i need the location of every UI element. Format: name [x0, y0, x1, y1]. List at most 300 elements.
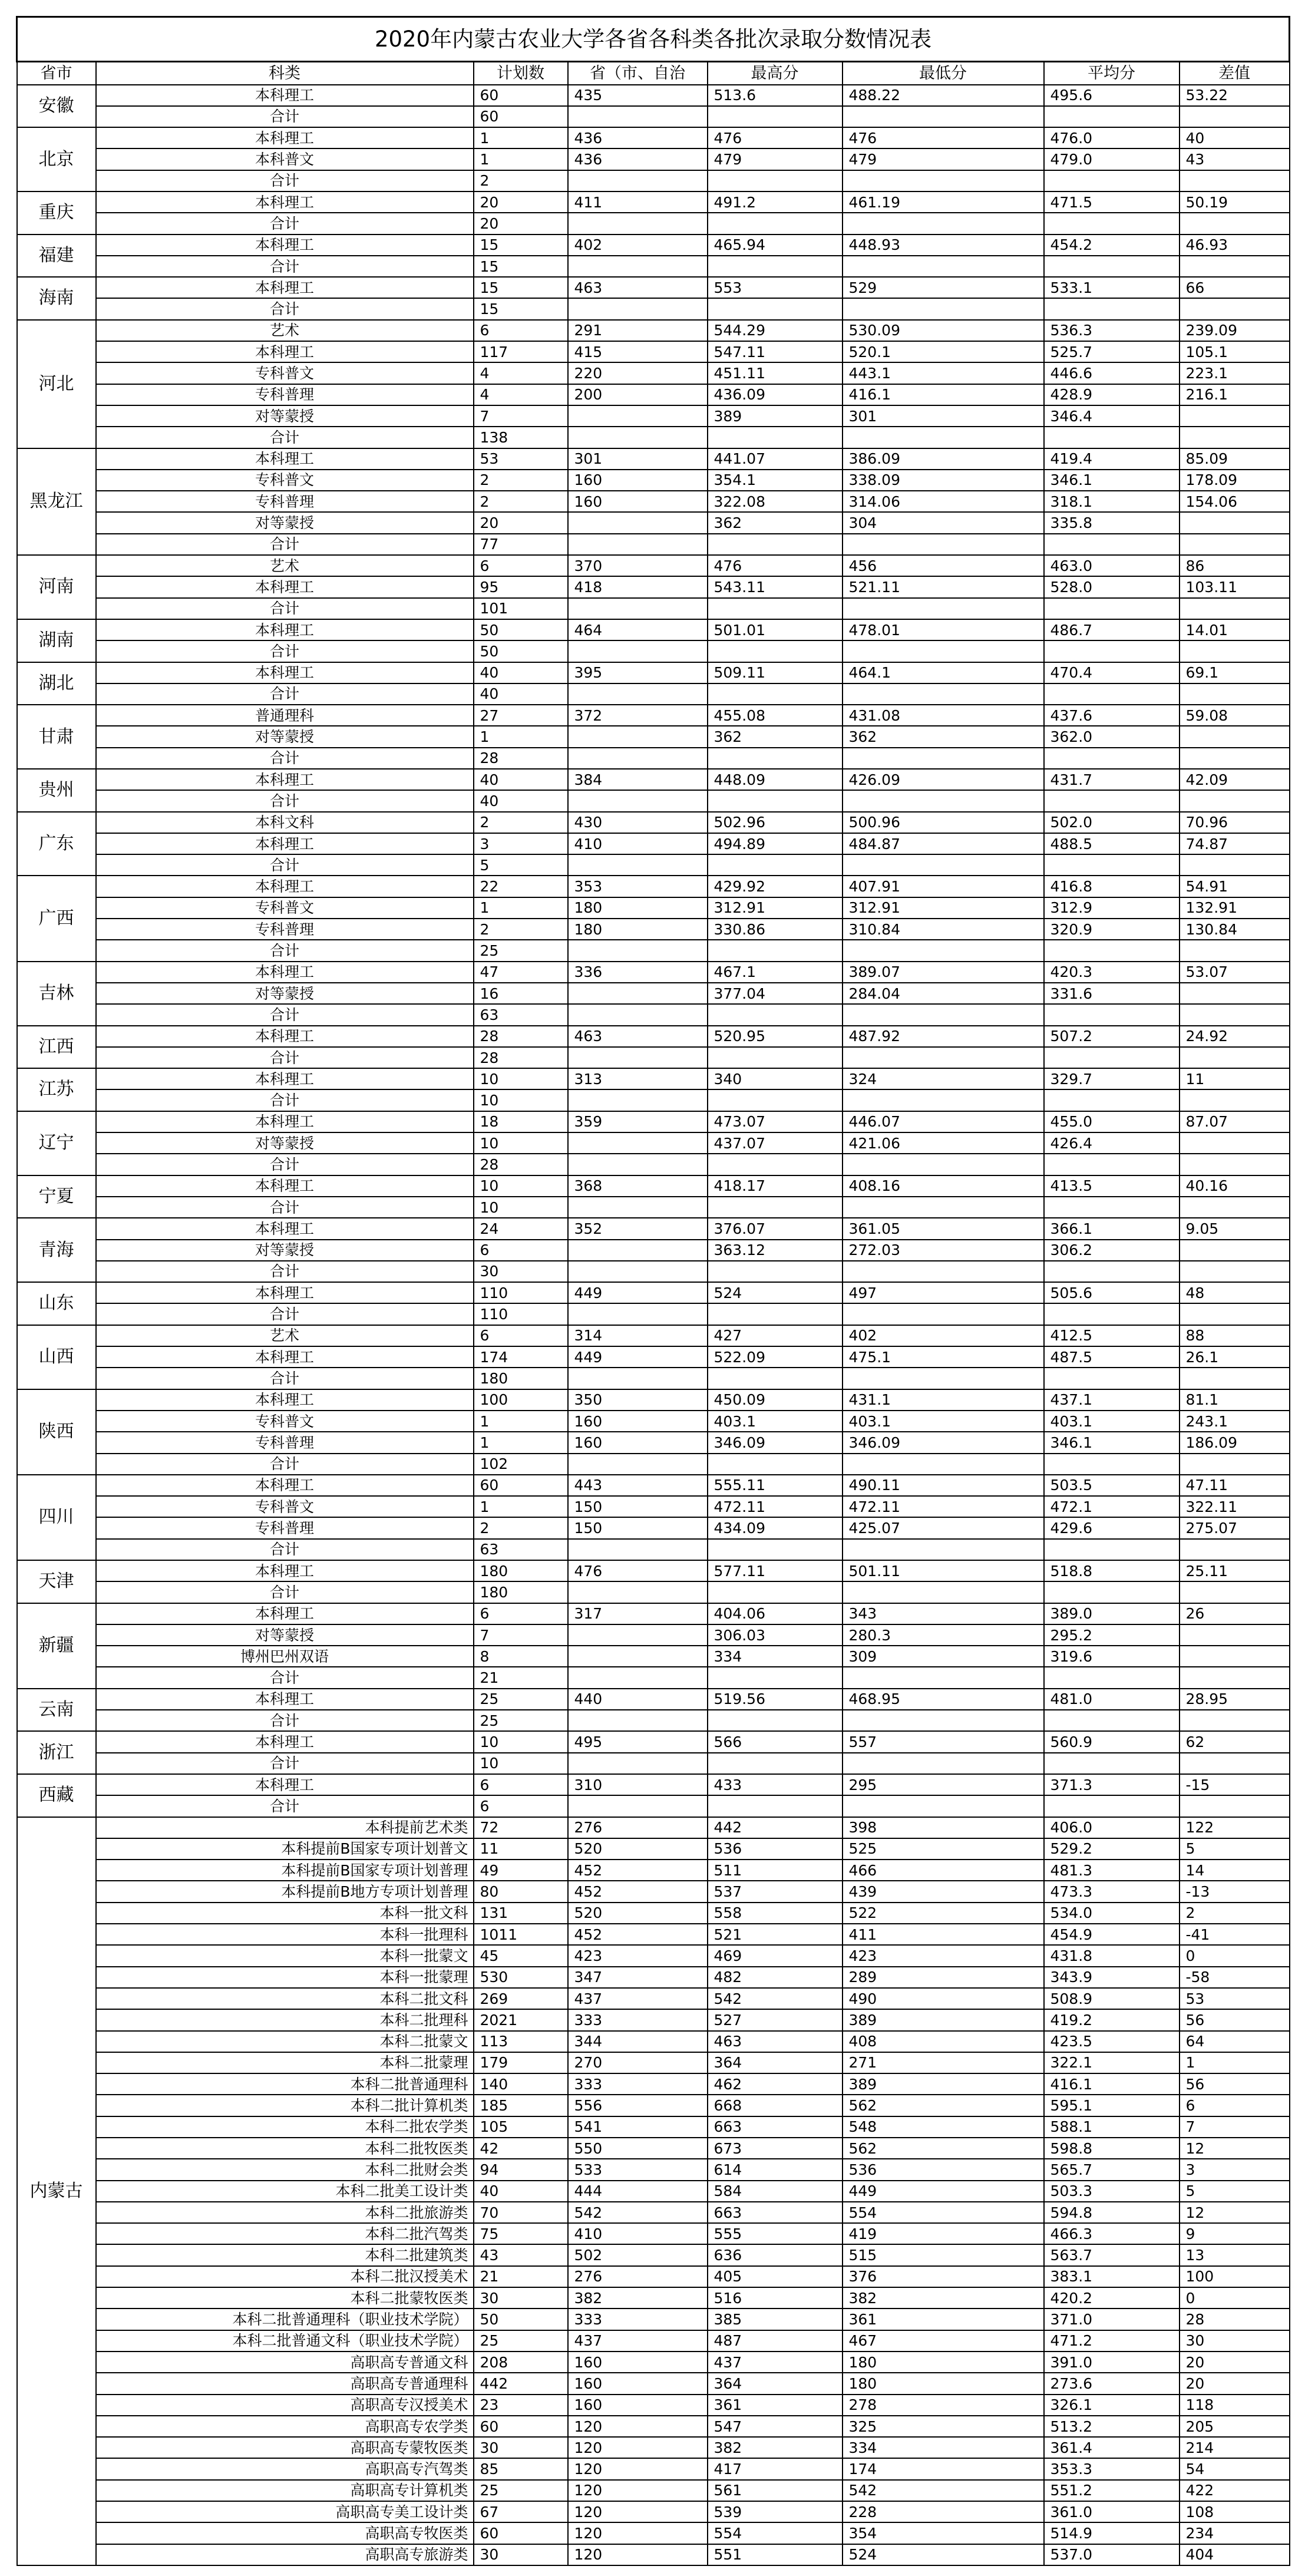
min-score-cell: 382: [843, 2287, 1044, 2309]
control-line-cell: 200: [568, 384, 708, 405]
diff-cell: -58: [1180, 1967, 1290, 1988]
control-line-cell: 452: [568, 1881, 708, 1902]
table-row: [17, 833, 1290, 854]
plan-cell: 94: [474, 2159, 568, 2180]
table-row: [17, 1581, 1290, 1603]
max-score-cell: 429.92: [708, 876, 843, 897]
control-line-cell: 435: [568, 85, 708, 106]
table-row: [17, 1111, 1290, 1132]
min-score-cell: 174: [843, 2458, 1044, 2479]
max-score-cell: [708, 854, 843, 876]
avg-score-cell: 383.1: [1044, 2266, 1180, 2287]
table-row: [17, 534, 1290, 555]
min-score-cell: [843, 1303, 1044, 1325]
plan-cell: 5: [474, 854, 568, 876]
province-cell: 河南: [17, 555, 96, 619]
plan-cell: 42: [474, 2138, 568, 2159]
avg-score-cell: 502.0: [1044, 812, 1180, 833]
table-row: [17, 1089, 1290, 1111]
table-row: [17, 962, 1290, 983]
max-score-cell: 385: [708, 2309, 843, 2330]
category-cell: 合计: [96, 1197, 474, 1218]
header-category: 科类: [96, 62, 474, 85]
avg-score-cell: [1044, 1368, 1180, 1389]
plan-cell: 21: [474, 2266, 568, 2287]
diff-cell: 87.07: [1180, 1111, 1290, 1132]
avg-score-cell: [1044, 854, 1180, 876]
province-cell: 内蒙古: [17, 1817, 96, 2565]
category-cell: 合计: [96, 854, 474, 876]
avg-score-cell: [1044, 1261, 1180, 1282]
avg-score-cell: 481.3: [1044, 1860, 1180, 1881]
plan-cell: 7: [474, 405, 568, 427]
control-line-cell: [568, 1368, 708, 1389]
avg-score-cell: 507.2: [1044, 1026, 1180, 1047]
plan-cell: 4: [474, 384, 568, 405]
avg-score-cell: 420.2: [1044, 2287, 1180, 2309]
avg-score-cell: [1044, 534, 1180, 555]
min-score-cell: 425.07: [843, 1517, 1044, 1538]
diff-cell: [1180, 1261, 1290, 1282]
category-cell: 专科普文: [96, 1496, 474, 1517]
avg-score-cell: 419.2: [1044, 2009, 1180, 2030]
min-score-cell: [843, 256, 1044, 277]
control-line-cell: 120: [568, 2416, 708, 2437]
diff-cell: 12: [1180, 2202, 1290, 2223]
control-line-cell: 502: [568, 2244, 708, 2265]
control-line-cell: 418: [568, 576, 708, 597]
plan-cell: 2021: [474, 2009, 568, 2030]
table-row: [17, 1838, 1290, 1860]
table-row: [17, 256, 1290, 277]
category-cell: 高职高专计算机类: [96, 2480, 474, 2501]
avg-score-cell: 431.8: [1044, 1945, 1180, 1966]
header-control-line: 省（市、自治: [568, 62, 708, 85]
avg-score-cell: [1044, 640, 1180, 662]
control-line-cell: 160: [568, 491, 708, 512]
min-score-cell: 228: [843, 2501, 1044, 2522]
min-score-cell: 467: [843, 2330, 1044, 2352]
table-row: [17, 1689, 1290, 1710]
plan-cell: 100: [474, 1389, 568, 1411]
table-row: [17, 1603, 1290, 1624]
control-line-cell: 541: [568, 2116, 708, 2138]
max-score-cell: 404.06: [708, 1603, 843, 1624]
control-line-cell: [568, 1454, 708, 1475]
table-row: [17, 2373, 1290, 2394]
diff-cell: [1180, 427, 1290, 448]
category-cell: 艺术: [96, 320, 474, 341]
control-line-cell: 344: [568, 2031, 708, 2052]
avg-score-cell: 343.9: [1044, 1967, 1180, 1988]
min-score-cell: 419: [843, 2223, 1044, 2244]
avg-score-cell: 536.3: [1044, 320, 1180, 341]
avg-score-cell: 598.8: [1044, 2138, 1180, 2159]
plan-cell: 208: [474, 2352, 568, 2373]
plan-cell: 25: [474, 2480, 568, 2501]
category-cell: 博州巴州双语: [96, 1646, 474, 1667]
category-cell: 专科普文: [96, 470, 474, 491]
min-score-cell: [843, 598, 1044, 619]
control-line-cell: [568, 1261, 708, 1282]
avg-score-cell: 322.1: [1044, 2052, 1180, 2073]
diff-cell: [1180, 1132, 1290, 1154]
control-line-cell: 160: [568, 1432, 708, 1453]
diff-cell: [1180, 1753, 1290, 1774]
control-line-cell: 395: [568, 662, 708, 683]
plan-cell: 28: [474, 1047, 568, 1068]
category-cell: 本科二批蒙文: [96, 2031, 474, 2052]
avg-score-cell: [1044, 427, 1180, 448]
min-score-cell: 431.08: [843, 705, 1044, 726]
control-line-cell: 410: [568, 2223, 708, 2244]
table-row: [17, 1731, 1290, 1752]
control-line-cell: 402: [568, 235, 708, 256]
category-cell: 高职高专普通文科: [96, 2352, 474, 2373]
category-cell: 本科二批普通理科（职业技术学院）: [96, 2309, 474, 2330]
plan-cell: 1: [474, 1496, 568, 1517]
diff-cell: 12: [1180, 2138, 1290, 2159]
province-cell: 西藏: [17, 1774, 96, 1817]
plan-cell: 40: [474, 662, 568, 683]
max-score-cell: 536: [708, 1838, 843, 1860]
min-score-cell: 416.1: [843, 384, 1044, 405]
avg-score-cell: 471.2: [1044, 2330, 1180, 2352]
plan-cell: 6: [474, 1603, 568, 1624]
category-cell: 合计: [96, 940, 474, 961]
category-cell: 合计: [96, 1795, 474, 1817]
category-cell: 本科理工: [96, 277, 474, 298]
min-score-cell: 407.91: [843, 876, 1044, 897]
control-line-cell: [568, 983, 708, 1004]
min-score-cell: 562: [843, 2138, 1044, 2159]
diff-cell: 186.09: [1180, 1432, 1290, 1453]
avg-score-cell: 331.6: [1044, 983, 1180, 1004]
category-cell: 对等蒙授: [96, 726, 474, 747]
control-line-cell: 436: [568, 127, 708, 148]
table-row: [17, 790, 1290, 811]
category-cell: 本科理工: [96, 448, 474, 470]
diff-cell: 5: [1180, 2181, 1290, 2202]
control-line-cell: [568, 1667, 708, 1688]
diff-cell: 56: [1180, 2073, 1290, 2095]
table-row: [17, 2116, 1290, 2138]
diff-cell: 47.11: [1180, 1475, 1290, 1496]
table-row: [17, 1068, 1290, 1089]
category-cell: 本科一批文科: [96, 1903, 474, 1924]
diff-cell: 0: [1180, 2287, 1290, 2309]
min-score-cell: 408.16: [843, 1175, 1044, 1197]
min-score-cell: 461.19: [843, 191, 1044, 213]
plan-cell: 110: [474, 1303, 568, 1325]
province-cell: 贵州: [17, 769, 96, 812]
table-row: [17, 640, 1290, 662]
diff-cell: 62: [1180, 1731, 1290, 1752]
category-cell: 本科理工: [96, 1111, 474, 1132]
diff-cell: 9: [1180, 2223, 1290, 2244]
control-line-cell: [568, 512, 708, 533]
max-score-cell: 636: [708, 2244, 843, 2265]
control-line-cell: [568, 1089, 708, 1111]
category-cell: 本科理工: [96, 85, 474, 106]
table-row: [17, 2052, 1290, 2073]
max-score-cell: 555: [708, 2223, 843, 2244]
category-cell: 合计: [96, 1667, 474, 1688]
max-score-cell: 364: [708, 2052, 843, 2073]
table-row: [17, 405, 1290, 427]
plan-cell: 40: [474, 790, 568, 811]
plan-cell: 1: [474, 1432, 568, 1453]
min-score-cell: [843, 213, 1044, 234]
min-score-cell: [843, 298, 1044, 319]
min-score-cell: 180: [843, 2373, 1044, 2394]
table-row: [17, 576, 1290, 597]
diff-cell: 132.91: [1180, 897, 1290, 919]
avg-score-cell: 431.7: [1044, 769, 1180, 790]
min-score-cell: 310.84: [843, 919, 1044, 940]
min-score-cell: 490.11: [843, 1475, 1044, 1496]
avg-score-cell: 470.4: [1044, 662, 1180, 683]
avg-score-cell: 306.2: [1044, 1240, 1180, 1261]
avg-score-cell: 479.0: [1044, 148, 1180, 170]
plan-cell: 6: [474, 1795, 568, 1817]
category-cell: 本科二批美工设计类: [96, 2181, 474, 2202]
table-row: [17, 1389, 1290, 1411]
min-score-cell: 284.04: [843, 983, 1044, 1004]
category-cell: 本科理工: [96, 1603, 474, 1624]
control-line-cell: 353: [568, 876, 708, 897]
plan-cell: 2: [474, 919, 568, 940]
min-score-cell: 448.93: [843, 235, 1044, 256]
category-cell: 本科一批蒙理: [96, 1967, 474, 1988]
avg-score-cell: [1044, 1047, 1180, 1068]
avg-score-cell: [1044, 298, 1180, 319]
table-row: [17, 2244, 1290, 2265]
min-score-cell: [843, 534, 1044, 555]
max-score-cell: 405: [708, 2266, 843, 2287]
table-row: [17, 170, 1290, 191]
plan-cell: 113: [474, 2031, 568, 2052]
max-score-cell: 553: [708, 277, 843, 298]
table-row: [17, 854, 1290, 876]
avg-score-cell: 471.5: [1044, 191, 1180, 213]
category-cell: 高职高专美工设计类: [96, 2501, 474, 2522]
min-score-cell: 278: [843, 2395, 1044, 2416]
category-cell: 合计: [96, 213, 474, 234]
min-score-cell: 548: [843, 2116, 1044, 2138]
table-row: [17, 1346, 1290, 1368]
max-score-cell: 354.1: [708, 470, 843, 491]
max-score-cell: 442: [708, 1817, 843, 1838]
province-cell: 海南: [17, 277, 96, 320]
avg-score-cell: 416.8: [1044, 876, 1180, 897]
min-score-cell: 304: [843, 512, 1044, 533]
control-line-cell: [568, 405, 708, 427]
min-score-cell: 312.91: [843, 897, 1044, 919]
header-max: 最高分: [708, 62, 843, 85]
avg-score-cell: 594.8: [1044, 2202, 1180, 2223]
max-score-cell: 511: [708, 1860, 843, 1881]
diff-cell: 118: [1180, 2395, 1290, 2416]
control-line-cell: 160: [568, 470, 708, 491]
diff-cell: [1180, 106, 1290, 127]
avg-score-cell: 326.1: [1044, 2395, 1180, 2416]
max-score-cell: 544.29: [708, 320, 843, 341]
min-score-cell: 431.1: [843, 1389, 1044, 1411]
control-line-cell: [568, 534, 708, 555]
table-row: [17, 1860, 1290, 1881]
category-cell: 专科普文: [96, 1411, 474, 1432]
min-score-cell: 520.1: [843, 341, 1044, 362]
avg-score-cell: 472.1: [1044, 1496, 1180, 1517]
diff-cell: -13: [1180, 1881, 1290, 1902]
category-cell: 合计: [96, 1539, 474, 1560]
avg-score-cell: [1044, 683, 1180, 705]
diff-cell: [1180, 1581, 1290, 1603]
category-cell: 专科普理: [96, 1432, 474, 1453]
max-score-cell: 463: [708, 2031, 843, 2052]
max-score-cell: [708, 1710, 843, 1731]
category-cell: 合计: [96, 1047, 474, 1068]
control-line-cell: [568, 1539, 708, 1560]
control-line-cell: 384: [568, 769, 708, 790]
diff-cell: 0: [1180, 1945, 1290, 1966]
avg-score-cell: 446.6: [1044, 362, 1180, 384]
avg-score-cell: [1044, 1581, 1180, 1603]
diff-cell: 154.06: [1180, 491, 1290, 512]
avg-score-cell: 486.7: [1044, 619, 1180, 640]
max-score-cell: 448.09: [708, 769, 843, 790]
min-score-cell: 487.92: [843, 1026, 1044, 1047]
avg-score-cell: [1044, 1454, 1180, 1475]
control-line-cell: 301: [568, 448, 708, 470]
min-score-cell: 362: [843, 726, 1044, 747]
plan-cell: 22: [474, 876, 568, 897]
avg-score-cell: [1044, 170, 1180, 191]
plan-cell: 28: [474, 1154, 568, 1175]
diff-cell: 234: [1180, 2522, 1290, 2544]
min-score-cell: [843, 1154, 1044, 1175]
table-row: [17, 1667, 1290, 1688]
plan-cell: 24: [474, 1218, 568, 1239]
category-cell: 合计: [96, 106, 474, 127]
table-row: [17, 940, 1290, 961]
province-cell: 浙江: [17, 1731, 96, 1774]
table-row: [17, 2009, 1290, 2030]
category-cell: 高职高专旅游类: [96, 2544, 474, 2565]
control-line-cell: [568, 683, 708, 705]
avg-score-cell: 437.1: [1044, 1389, 1180, 1411]
avg-score-cell: [1044, 1710, 1180, 1731]
category-cell: 本科二批汉授美术: [96, 2266, 474, 2287]
table-row: [17, 384, 1290, 405]
table-row: [17, 1154, 1290, 1175]
avg-score-cell: 476.0: [1044, 127, 1180, 148]
province-cell: 天津: [17, 1560, 96, 1603]
max-score-cell: 663: [708, 2202, 843, 2223]
min-score-cell: [843, 427, 1044, 448]
max-score-cell: [708, 1004, 843, 1025]
avg-score-cell: 537.0: [1044, 2544, 1180, 2565]
control-line-cell: 443: [568, 1475, 708, 1496]
max-score-cell: 577.11: [708, 1560, 843, 1581]
max-score-cell: 417: [708, 2458, 843, 2479]
category-cell: 合计: [96, 298, 474, 319]
diff-cell: [1180, 512, 1290, 533]
table-row: [17, 1774, 1290, 1795]
min-score-cell: 272.03: [843, 1240, 1044, 1261]
min-score-cell: 408: [843, 2031, 1044, 2052]
plan-cell: 28: [474, 1026, 568, 1047]
category-cell: 本科理工: [96, 1774, 474, 1795]
diff-cell: [1180, 405, 1290, 427]
diff-cell: 24.92: [1180, 1026, 1290, 1047]
control-line-cell: 436: [568, 148, 708, 170]
table-row: [17, 983, 1290, 1004]
table-row: [17, 876, 1290, 897]
category-cell: 本科二批文科: [96, 1988, 474, 2009]
plan-cell: 60: [474, 2522, 568, 2544]
min-score-cell: [843, 1581, 1044, 1603]
avg-score-cell: 595.1: [1044, 2095, 1180, 2116]
table-row: [17, 448, 1290, 470]
category-cell: 合计: [96, 1710, 474, 1731]
control-line-cell: [568, 1132, 708, 1154]
table-row: [17, 235, 1290, 256]
table-row: [17, 2202, 1290, 2223]
diff-cell: 28.95: [1180, 1689, 1290, 1710]
diff-cell: 26: [1180, 1603, 1290, 1624]
plan-cell: 50: [474, 619, 568, 640]
min-score-cell: 289: [843, 1967, 1044, 1988]
diff-cell: 42.09: [1180, 769, 1290, 790]
table-row: [17, 555, 1290, 576]
plan-cell: 77: [474, 534, 568, 555]
plan-cell: 30: [474, 1261, 568, 1282]
avg-score-cell: [1044, 940, 1180, 961]
diff-cell: 9.05: [1180, 1218, 1290, 1239]
max-score-cell: [708, 1303, 843, 1325]
plan-cell: 180: [474, 1581, 568, 1603]
max-score-cell: [708, 106, 843, 127]
diff-cell: 54.91: [1180, 876, 1290, 897]
control-line-cell: 333: [568, 2309, 708, 2330]
avg-score-cell: [1044, 1795, 1180, 1817]
category-cell: 本科理工: [96, 191, 474, 213]
avg-score-cell: 588.1: [1044, 2116, 1180, 2138]
plan-cell: 25: [474, 1689, 568, 1710]
table-row: [17, 1988, 1290, 2009]
control-line-cell: 437: [568, 1988, 708, 2009]
avg-score-cell: 518.8: [1044, 1560, 1180, 1581]
control-line-cell: 150: [568, 1517, 708, 1538]
max-score-cell: 403.1: [708, 1411, 843, 1432]
plan-cell: 6: [474, 555, 568, 576]
table-row: [17, 341, 1290, 362]
control-line-cell: [568, 940, 708, 961]
avg-score-cell: [1044, 1004, 1180, 1025]
diff-cell: [1180, 598, 1290, 619]
min-score-cell: [843, 1539, 1044, 1560]
max-score-cell: 312.91: [708, 897, 843, 919]
header-min: 最低分: [843, 62, 1044, 85]
min-score-cell: 479: [843, 148, 1044, 170]
category-cell: 对等蒙授: [96, 983, 474, 1004]
avg-score-cell: 416.1: [1044, 2073, 1180, 2095]
province-cell: 宁夏: [17, 1175, 96, 1218]
province-cell: 河北: [17, 320, 96, 448]
plan-cell: 30: [474, 2287, 568, 2309]
